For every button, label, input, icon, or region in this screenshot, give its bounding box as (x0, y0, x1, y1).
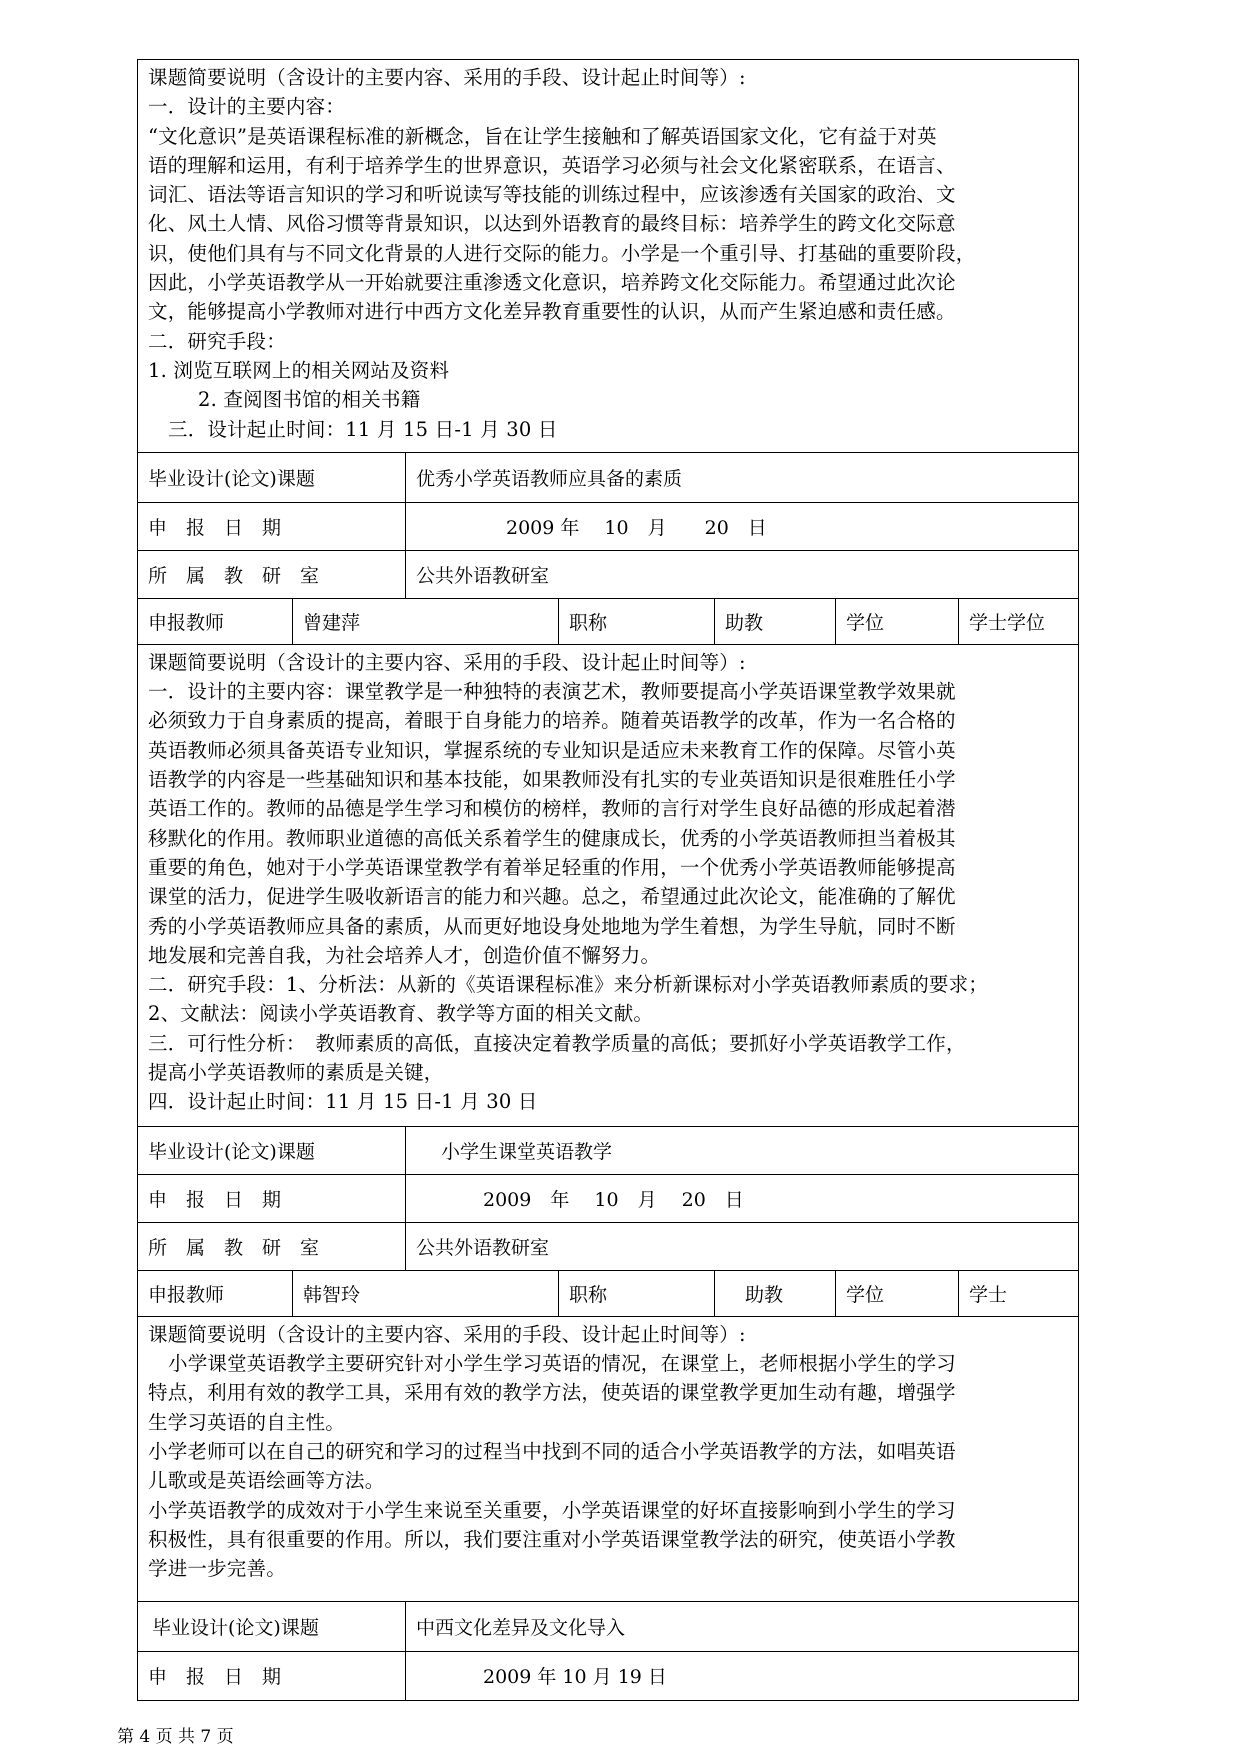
desc-line: 积极性，具有很重要的作用。所以，我们要注重对小学英语课堂教学法的研究，使英语小学教 (148, 1527, 956, 1551)
desc-line: 课题简要说明（含设计的主要内容、采用的手段、设计起止时间等）: (148, 650, 746, 674)
date-value: 2009 年 10 月 20 日 (406, 1174, 1079, 1222)
dept-value: 公共外语教研室 (406, 1222, 1079, 1270)
section2-description (138, 644, 1079, 1126)
desc-line: 1. 浏览互联网上的相关网站及资料 (148, 358, 450, 382)
desc-line: 秀的小学英语教师应具备的素质，从而更好地设身处地地为学生着想，为学生导航，同时不断 (148, 914, 956, 938)
desc-line: 小学老师可以在自己的研究和学习的过程当中找到不同的适合小学英语教学的方法，如唱英语 (148, 1440, 956, 1464)
desc-line: 必须致力于自身素质的提高，着眼于自身能力的培养。随着英语教学的改革，作为一名合格的 (148, 709, 956, 733)
desc-line: 三．可行性分析： 教师素质的高低，直接决定着教学质量的高低；要抓好小学英语教学工作， (148, 1031, 966, 1055)
desc-line: 生学习英语的自主性。 (148, 1410, 346, 1434)
section2-desc-row (138, 644, 1079, 1126)
section1-desc-row (138, 60, 1079, 453)
section3-teacher-row (138, 1270, 1079, 1316)
desc-line: 词汇、语法等语言知识的学习和听说读写等技能的训练过程中，应该渗透有关国家的政治、文 (148, 183, 956, 207)
desc-line: 英语工作的。教师的品德是学生学习和模仿的榜样，教师的言行对学生良好品德的形成起着潜 (148, 797, 956, 821)
desc-line: 因此，小学英语教学从一开始就要注重渗透文化意识，培养跨文化交际能力。希望通过此次论 (148, 271, 956, 295)
topic-table (137, 59, 1079, 1701)
desc-line: 语的理解和运用，有利于培养学生的世界意识，英语学习必须与社会文化紧密联系，在语言、 (148, 153, 956, 177)
desc-line: 化、风土人情、风俗习惯等背景知识，以达到外语教育的最终目标：培养学生的跨文化交际意 (148, 212, 956, 236)
desc-line: 课堂的活力，促进学生吸收新语言的能力和兴趣。总之，希望通过此次论文，能准确的了解优 (148, 885, 956, 909)
degree-label: 学位 (836, 598, 959, 644)
title-value: 助教 (715, 598, 836, 644)
topic-label: 毕业设计(论文)课题 (138, 1126, 406, 1174)
desc-line: 小学课堂英语教学主要研究针对小学生学习英语的情况，在课堂上，老师根据小学生的学习 (168, 1352, 957, 1376)
title-label: 职称 (559, 598, 715, 644)
title-value: 助教 (715, 1270, 836, 1316)
dept-label: 所 属 教 研 室 (138, 1222, 406, 1270)
date-value: 2009 年 10 月 19 日 (406, 1651, 1079, 1700)
desc-line: 移默化的作用。教师职业道德的高低关系着学生的健康成长，优秀的小学英语教师担当着极其 (148, 826, 956, 850)
topic-value: 优秀小学英语教师应具备的素质 (406, 452, 1079, 502)
desc-line: “文化意识”是英语课程标准的新概念，旨在让学生接触和了解英语国家文化，它有益于对英 (148, 124, 937, 148)
section2-dept-row (138, 550, 1079, 598)
desc-line: 提高小学英语教师的素质是关键， (148, 1061, 444, 1085)
dept-label: 所 属 教 研 室 (138, 550, 406, 598)
desc-line: 课题简要说明（含设计的主要内容、采用的手段、设计起止时间等）: (148, 66, 746, 89)
date-label: 申 报 日 期 (138, 502, 406, 550)
teacher-label: 申报教师 (138, 598, 293, 644)
degree-value: 学士 (959, 1270, 1079, 1316)
section3-date-row (138, 1174, 1079, 1222)
desc-line: 2. 查阅图书馆的相关书籍 (198, 388, 421, 412)
teacher-value: 韩智玲 (293, 1270, 559, 1316)
date-value: 2009 年 10 月 20 日 (406, 502, 1079, 550)
topic-value: 小学生课堂英语教学 (406, 1126, 1079, 1174)
date-label: 申 报 日 期 (138, 1651, 406, 1700)
desc-line: 三．设计起止时间：11 月 15 日-1 月 30 日 (168, 417, 558, 441)
desc-line: 文，能够提高小学教师对进行中西方文化差异教育重要性的认识，从而产生紧迫感和责任感。 (148, 300, 956, 324)
section1-description (138, 60, 1079, 453)
desc-line: 一．设计的主要内容：课堂教学是一种独特的表演艺术，教师要提高小学英语课堂教学效果就 (148, 680, 956, 704)
section3-desc-row (138, 1316, 1079, 1601)
desc-line: 重要的角色，她对于小学英语课堂教学有着举足轻重的作用，一个优秀小学英语教师能够提高 (148, 855, 956, 879)
desc-line: 地发展和完善自我，为社会培养人才，创造价值不懈努力。 (148, 943, 661, 967)
section2-topic-row (138, 452, 1079, 502)
section2-teacher-row (138, 598, 1079, 644)
desc-line: 课题简要说明（含设计的主要内容、采用的手段、设计起止时间等）: (148, 1322, 746, 1346)
desc-line: 英语教师必须具备英语专业知识，掌握系统的专业知识是适应未来教育工作的保障。尽管小英 (148, 738, 956, 762)
section2-date-row (138, 502, 1079, 550)
title-label: 职称 (559, 1270, 715, 1316)
teacher-label: 申报教师 (138, 1270, 293, 1316)
page-number: 第 4 页 共 7 页 (117, 1727, 234, 1747)
dept-value: 公共外语教研室 (406, 550, 1079, 598)
desc-line: 识，使他们具有与不同文化背景的人进行交际的能力。小学是一个重引导、打基础的重要阶段， (148, 241, 976, 265)
desc-line: 语教学的内容是一些基础知识和基本技能，如果教师没有扎实的专业英语知识是很难胜任小学 (148, 768, 956, 792)
desc-line: 一．设计的主要内容： (148, 95, 346, 119)
section3-dept-row (138, 1222, 1079, 1270)
topic-value: 中西文化差异及文化导入 (406, 1601, 1079, 1651)
desc-line: 2、文献法：阅读小学英语教育、教学等方面的相关文献。 (148, 1002, 654, 1026)
desc-line: 特点，利用有效的教学工具，采用有效的教学方法，使英语的课堂教学更加生动有趣，增强学 (148, 1381, 956, 1405)
section3-description (138, 1316, 1079, 1601)
section4-date-row (138, 1651, 1079, 1700)
date-label: 申 报 日 期 (138, 1174, 406, 1222)
report-page (137, 59, 1078, 1701)
topic-label: 毕业设计(论文)课题 (138, 1601, 406, 1651)
section4-topic-row (138, 1601, 1079, 1651)
desc-line: 小学英语教学的成效对于小学生来说至关重要，小学英语课堂的好坏直接影响到小学生的学习 (148, 1498, 956, 1522)
desc-line: 二．研究手段：1、分析法：从新的《英语课程标准》来分析新课标对小学英语教师素质的要求； (148, 973, 989, 997)
degree-value: 学士学位 (959, 598, 1079, 644)
degree-label: 学位 (836, 1270, 959, 1316)
desc-line: 学进一步完善。 (148, 1557, 286, 1581)
desc-line: 二．研究手段： (148, 329, 286, 353)
section3-topic-row (138, 1126, 1079, 1174)
desc-line: 四．设计起止时间：11 月 15 日-1 月 30 日 (148, 1090, 538, 1114)
teacher-value: 曾建萍 (293, 598, 559, 644)
topic-label: 毕业设计(论文)课题 (138, 452, 406, 502)
desc-line: 儿歌或是英语绘画等方法。 (148, 1469, 385, 1493)
